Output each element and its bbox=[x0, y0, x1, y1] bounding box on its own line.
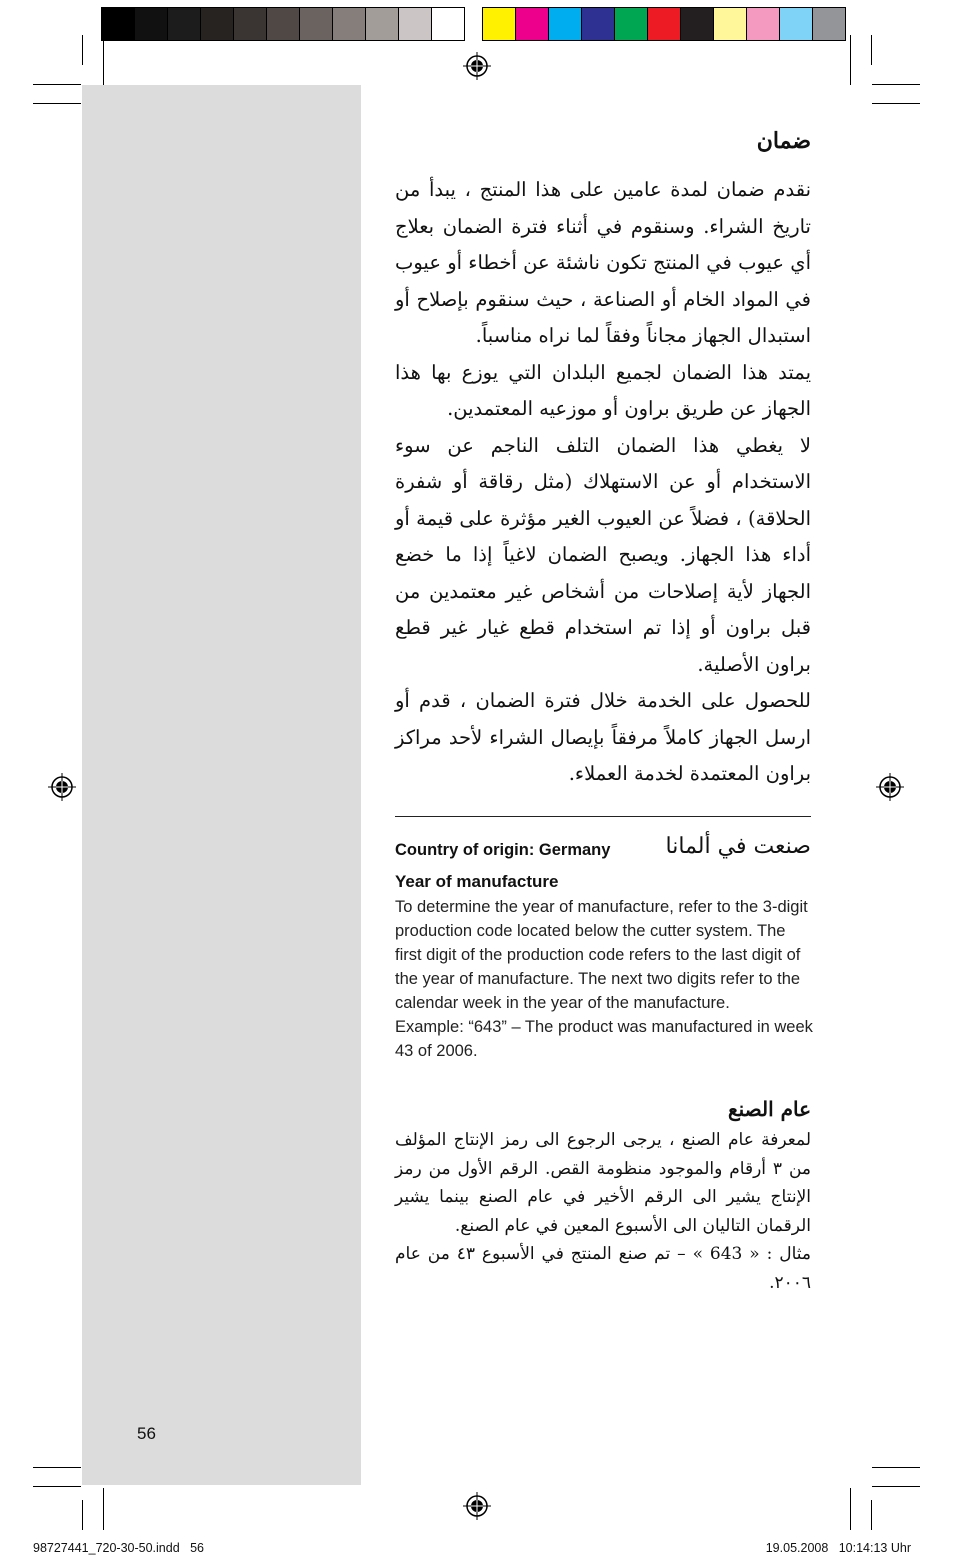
warranty-body bbox=[395, 172, 811, 793]
color-swatch bbox=[233, 7, 267, 41]
registration-mark-icon bbox=[462, 1491, 492, 1521]
process-color-bar bbox=[482, 7, 846, 41]
color-swatch bbox=[299, 7, 333, 41]
slug-timestamp: 19.05.2008 10:14:13 Uhr bbox=[765, 1541, 911, 1555]
year-of-manufacture-heading-arabic: عام الصنع bbox=[727, 1097, 811, 1121]
warranty-paragraph: نقدم ضمان لمدة عامين على هذا المنتج ، يبدأ من تاريخ الشراء. وسنقوم في أثناء فترة الضمان بعلاج أي عيوب في المنتج تكون ناشئة عن أخطاء أو عيوب في المواد الخام أو الصناعة ، حيث سنقوم بإصلاح أو استبدال الجهاز مجاناً وفقاً لما نراه مناسباً. bbox=[395, 178, 811, 347]
crop-mark bbox=[82, 35, 83, 65]
color-swatch bbox=[647, 7, 681, 41]
crop-mark bbox=[33, 1467, 81, 1468]
year-of-manufacture-example-arabic: مثال : « 643 » – تم صنع المنتج في الأسبوع ٤٣ من عام ٢٠٠٦. bbox=[395, 1244, 811, 1293]
color-swatch bbox=[746, 7, 780, 41]
warranty-paragraph: للحصول على الخدمة خلال فترة الضمان ، قدم أو ارسل الجهاز كاملاً مرفقاً بإيصال الشراء لأحد مراكز براون المعتمدة لخدمة العملاء. bbox=[395, 689, 811, 785]
year-of-manufacture-text-arabic: لمعرفة عام الصنع ، يرجى الرجوع الى رمز الإنتاج المؤلف من ٣ أرقام والموجود منظومة القص. الرقم الأول من رمز الإنتاج يشير الى الرقم الأخير في عام الصنع بينما يشير الرقمان التاليان الى الأسبوع المعين في عام الصنع. bbox=[395, 1130, 811, 1236]
year-of-manufacture-body bbox=[395, 895, 815, 1063]
color-swatch bbox=[398, 7, 432, 41]
crop-mark bbox=[871, 1500, 872, 1530]
color-swatch bbox=[713, 7, 747, 41]
section-divider bbox=[395, 816, 811, 817]
country-of-origin-english: Country of origin: Germany bbox=[395, 841, 611, 859]
country-of-origin-arabic: صنعت في ألمانا bbox=[665, 834, 811, 859]
crop-mark bbox=[872, 103, 920, 104]
crop-mark bbox=[872, 1467, 920, 1468]
crop-mark bbox=[33, 84, 81, 85]
color-swatch bbox=[431, 7, 465, 41]
crop-mark bbox=[850, 1488, 851, 1530]
crop-mark bbox=[33, 1486, 81, 1487]
gray-sidebar-column bbox=[82, 85, 361, 1485]
color-swatch bbox=[812, 7, 846, 41]
year-of-manufacture-example: Example: “643” – The product was manufactured in week 43 of 2006. bbox=[395, 1018, 813, 1060]
crop-mark bbox=[33, 103, 81, 104]
color-swatch bbox=[779, 7, 813, 41]
crop-mark bbox=[871, 35, 872, 65]
color-swatch bbox=[515, 7, 549, 41]
crop-mark bbox=[82, 1500, 83, 1530]
registration-mark-icon bbox=[875, 772, 905, 802]
color-swatch bbox=[482, 7, 516, 41]
registration-mark-icon bbox=[47, 772, 77, 802]
crop-mark bbox=[872, 1486, 920, 1487]
year-of-manufacture-text: To determine the year of manufacture, refer to the 3-digit production code located below the cutter system. The first digit of the production code refers to the last digit of the year of manufacture. The next two digits refer to the calendar week in the year of the manufacture. bbox=[395, 898, 808, 1012]
crop-mark bbox=[872, 84, 920, 85]
color-swatch bbox=[101, 7, 135, 41]
crop-mark bbox=[103, 1488, 104, 1530]
color-swatch bbox=[614, 7, 648, 41]
color-swatch bbox=[581, 7, 615, 41]
registration-mark-icon bbox=[462, 51, 492, 81]
year-of-manufacture-body-arabic bbox=[395, 1126, 811, 1297]
color-swatch bbox=[332, 7, 366, 41]
color-swatch bbox=[134, 7, 168, 41]
color-swatch bbox=[365, 7, 399, 41]
color-swatch bbox=[200, 7, 234, 41]
warranty-heading: ضمان bbox=[756, 128, 811, 154]
warranty-paragraph: يمتد هذا الضمان لجميع البلدان التي يوزع بها هذا الجهاز عن طريق براون أو موزعيه المعتمدين. bbox=[395, 360, 811, 420]
warranty-paragraph: لا يغطي هذا الضمان التلف الناجم عن سوء الاستخدام أو عن الاستهلاك (مثل رقاقة أو شفرة الحلاقة) ، فضلاً عن العيوب الغير مؤثرة على قيمة أو أداء هذا الجهاز. ويصبح الضمان لاغياً إذا ما خضع الجهاز لأية إصلاحات من أشخاص غير معتمدين من قبل براون أو إذا تم استخدام قطع غيار غير قطع براون الأصلية. bbox=[395, 433, 811, 676]
grayscale-color-bar bbox=[101, 7, 465, 41]
color-swatch bbox=[548, 7, 582, 41]
color-swatch bbox=[167, 7, 201, 41]
color-swatch bbox=[680, 7, 714, 41]
year-of-manufacture-heading: Year of manufacture bbox=[395, 872, 559, 891]
slug-filename: 98727441_720-30-50.indd 56 bbox=[33, 1541, 204, 1555]
color-swatch bbox=[266, 7, 300, 41]
crop-mark bbox=[850, 35, 851, 85]
crop-mark bbox=[103, 35, 104, 85]
page-number: 56 bbox=[137, 1424, 156, 1443]
